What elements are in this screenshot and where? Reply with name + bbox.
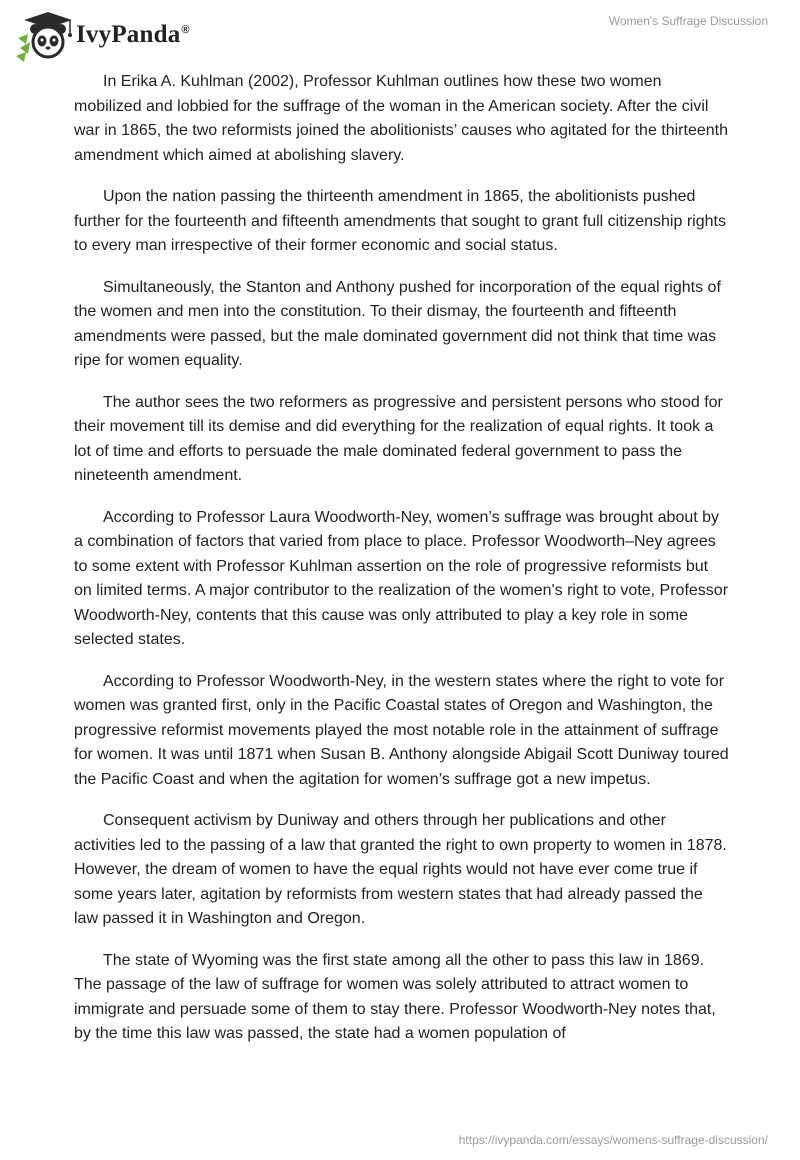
paragraph: Upon the nation passing the thirteenth amendment in 1865, the abolitionists pushed further for the fourteenth and fifteenth amendments that sought to grant full citizenship rights to every man irrespective of their former economic and social status. xyxy=(74,188,726,254)
ivypanda-logo[interactable] xyxy=(14,8,190,62)
paragraph: The author sees the two reformers as progressive and persistent persons who stood for their movement till its demise and did everything for the realization of equal rights. It took a lot of time and efforts to persuade the male dominated federal government to pass the nineteenth amendment. xyxy=(74,393,723,484)
document-title: Women's Suffrage Discussion xyxy=(608,14,768,28)
essay-body xyxy=(74,70,730,1064)
logo-wordmark: IvyPanda® xyxy=(76,21,190,48)
paragraph: Simultaneously, the Stanton and Anthony pushed for incorporation of the equal rights of the women and men into the constitution. To their dismay, the fourteenth and fifteenth amendments were passed, but the male dominated government did not think that time was ripe for women equality. xyxy=(74,278,721,369)
paragraph: Consequent activism by Duniway and others through her publications and other activities led to the passing of a law that granted the right to own property to women in 1878. However, the dream of women to have the equal rights would not have ever come true if some years later, agitation by reformists from western states that had already passed the law passed it in Washington and Oregon. xyxy=(74,812,727,927)
paragraph: According to Professor Woodworth-Ney, in the western states where the right to vote for women was granted first, only in the Pacific Coastal states of Oregon and Washington, the progressive reformist movements played the most notable role in the attainment of suffrage for women. It was until 1871 when Susan B. Anthony alongside Abigail Scott Duniway toured the Pacific Coast and when the agitation for women’s suffrage got a new impetus. xyxy=(74,672,729,788)
panda-graduate-logo-icon xyxy=(14,8,76,62)
paragraph: The state of Wyoming was the first state among all the other to pass this law in 1869. The passage of the law of suffrage for women was solely attributed to attract women to immigrate and persuade some of them to stay there. Professor Woodworth-Ney notes that, by the time this law was passed, the state had a women population of xyxy=(74,951,716,1042)
paragraph: In Erika A. Kuhlman (2002), Professor Kuhlman outlines how these two women mobilized and lobbied for the suffrage of the woman in the American society. After the civil war in 1865, the two reformists joined the abolitionists’ causes who agitated for the thirteenth amendment which aimed at abolishing slavery. xyxy=(74,73,728,164)
paragraph: According to Professor Laura Woodworth-Ney, women’s suffrage was brought about by a combination of factors that varied from place to place. Professor Woodworth–Ney agrees to some extent with Professor Kuhlman assertion on the role of progressive reformists but on limited terms. A major contributor to the realization of the women's right to vote, Professor Woodworth-Ney, contents that this cause was only attributed to play a key role in some selected states. xyxy=(74,508,729,648)
source-url-link[interactable]: https://ivypanda.com/essays/womens-suffrage-discussion/ xyxy=(458,1133,768,1147)
page-header xyxy=(0,0,800,70)
